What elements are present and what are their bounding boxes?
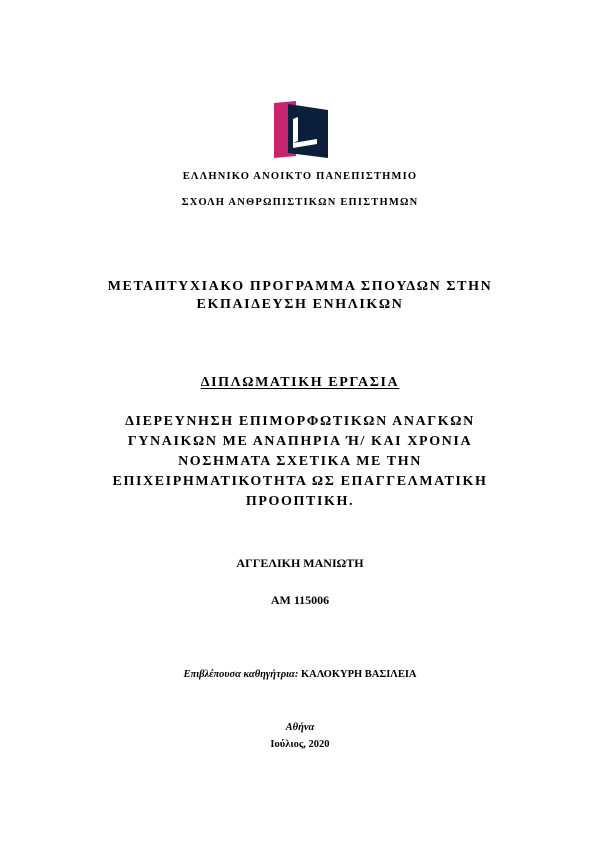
program-line: ΜΕΤΑΠΤΥΧΙΑΚΟ ΠΡΟΓΡΑΜΜΑ ΣΠΟΥΔΩΝ ΣΤΗΝ: [107, 279, 493, 294]
title-line: ΓΥΝΑΙΚΩΝ ΜΕ ΑΝΑΠΗΡΙΑ Ή/ ΚΑΙ ΧΡΟΝΙΑ: [127, 434, 473, 449]
city: Αθήνα: [285, 722, 315, 733]
university-logo-icon: [274, 101, 328, 158]
program-name: [0, 278, 600, 314]
student-id: ΑΜ 115006: [270, 593, 330, 607]
title-line: ΠΡΟΟΠΤΙΚΗ.: [245, 494, 355, 509]
program-line: ΕΚΠΑΙΔΕΥΣΗ ΕΝΗΛΙΚΩΝ: [196, 297, 404, 312]
supervisor-name: ΚΑΛΟΚΥΡΗ ΒΑΣΙΛΕΙΑ: [300, 669, 417, 680]
title-line: ΝΟΣΗΜΑΤΑ ΣΧΕΤΙΚΑ ΜΕ ΤΗΝ: [178, 454, 422, 469]
supervisor: [0, 669, 600, 680]
title-line: ΕΠΙΧΕΙΡΗΜΑΤΙΚΟΤΗΤΑ ΩΣ ΕΠΑΓΓΕΛΜΑΤΙΚΗ: [112, 474, 488, 489]
title-line: ΔΙΕΡΕΥΝΗΣΗ ΕΠΙΜΟΡΦΩΤΙΚΩΝ ΑΝΑΓΚΩΝ: [125, 414, 475, 429]
date: Ιούλιος, 2020: [270, 739, 330, 750]
school-name: ΣΧΟΛΗ ΑΝΘΡΩΠΙΣΤΙΚΩΝ ΕΠΙΣΤΗΜΩΝ: [181, 197, 419, 208]
thesis-type: ΔΙΠΛΩΜΑΤΙΚΗ ΕΡΓΑΣΙΑ: [200, 375, 400, 390]
thesis-title: [0, 412, 600, 512]
author-name: ΑΓΓΕΛΙΚΗ ΜΑΝΙΩΤΗ: [236, 556, 364, 570]
university-name: ΕΛΛΗΝΙΚΟ ΑΝΟΙΚΤΟ ΠΑΝΕΠΙΣΤΗΜΙΟ: [182, 171, 418, 182]
supervisor-label: Επιβλέπουσα καθηγήτρια:: [183, 669, 299, 680]
